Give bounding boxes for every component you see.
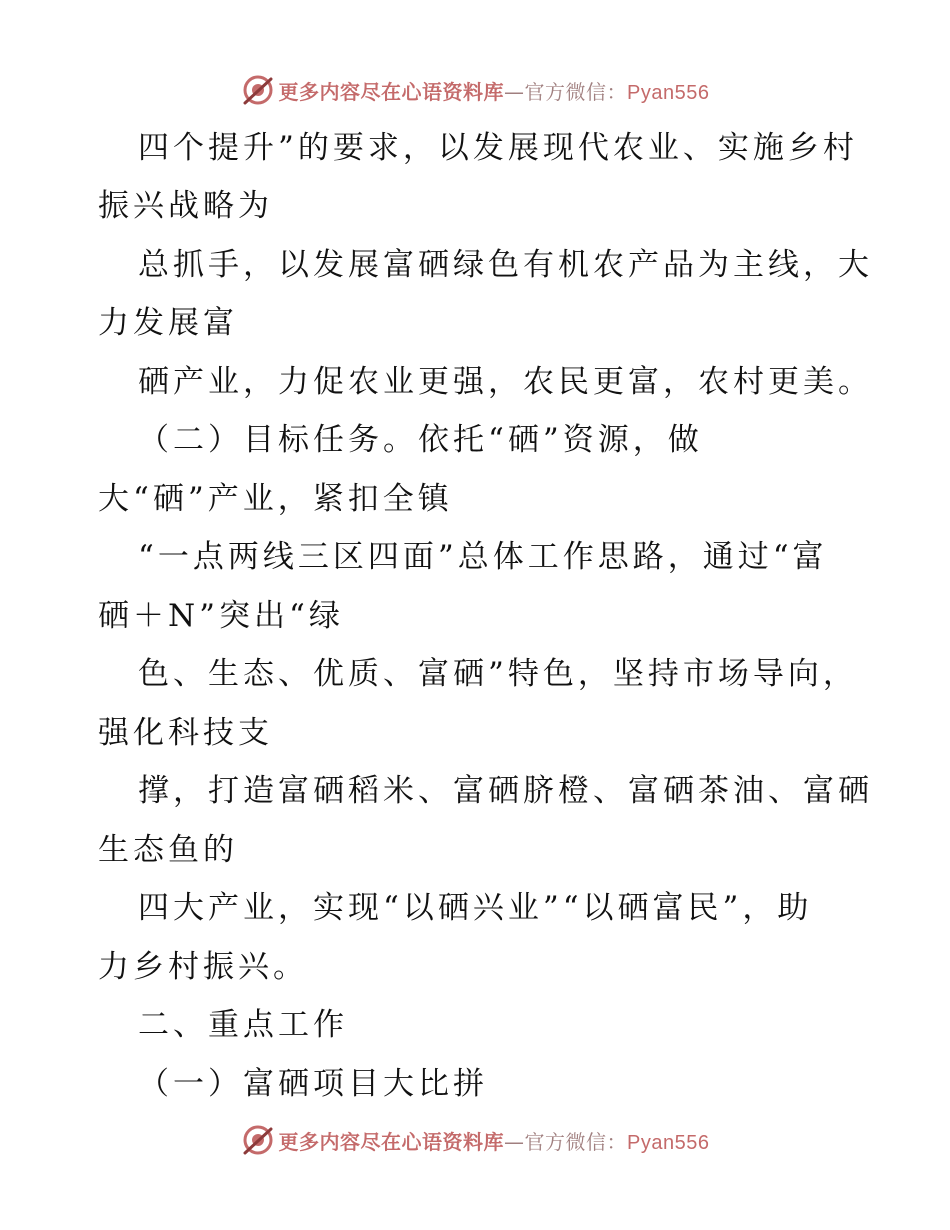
banner-sub-text: —官方微信： bbox=[504, 79, 628, 104]
text-line: 色、生态、优质、富硒”特色，坚持市场导向， bbox=[138, 656, 858, 692]
banner-sub-text: —官方微信： bbox=[504, 1129, 628, 1154]
banner-main-text: 更多内容尽在心语资料库 bbox=[278, 1129, 505, 1154]
banner-wechat-id: Pyan556 bbox=[627, 81, 710, 104]
text-line: 撑，打造富硒稻米、富硒脐橙、富硒茶油、富硒 bbox=[138, 773, 873, 809]
text-line: 大“硒”产业，紧扣全镇 bbox=[98, 481, 453, 517]
text-line: 力乡村振兴。 bbox=[98, 949, 308, 985]
banner-text bbox=[279, 76, 710, 105]
header-banner bbox=[0, 70, 950, 110]
logo-icon bbox=[241, 73, 275, 107]
text-line: 振兴战略为 bbox=[98, 188, 273, 224]
banner-text bbox=[279, 1126, 710, 1155]
section-heading: （一）富硒项目大比拼 bbox=[138, 1066, 488, 1102]
text-line: 硒＋N”突出“绿 bbox=[98, 598, 344, 634]
banner-wechat-id: Pyan556 bbox=[627, 1131, 710, 1154]
text-line: 总抓手，以发展富硒绿色有机农产品为主线，大 bbox=[138, 247, 873, 283]
banner-main-text: 更多内容尽在心语资料库 bbox=[278, 79, 505, 104]
text-line: 四个提升”的要求，以发展现代农业、实施乡村 bbox=[138, 130, 858, 166]
footer-banner bbox=[0, 1120, 950, 1160]
section-heading: （二）目标任务。依托“硒”资源，做 bbox=[138, 422, 703, 458]
text-line: 硒产业，力促农业更强，农民更富，农村更美。 bbox=[138, 364, 873, 400]
logo-icon bbox=[241, 1123, 275, 1157]
text-line: “一点两线三区四面”总体工作思路，通过“富 bbox=[138, 539, 828, 575]
text-line: 生态鱼的 bbox=[98, 832, 238, 868]
text-line: 四大产业，实现“以硒兴业”“以硒富民”，助 bbox=[138, 890, 813, 926]
text-line: 力发展富 bbox=[98, 305, 238, 341]
text-line: 强化科技支 bbox=[98, 715, 273, 751]
section-heading: 二、重点工作 bbox=[138, 1007, 348, 1043]
